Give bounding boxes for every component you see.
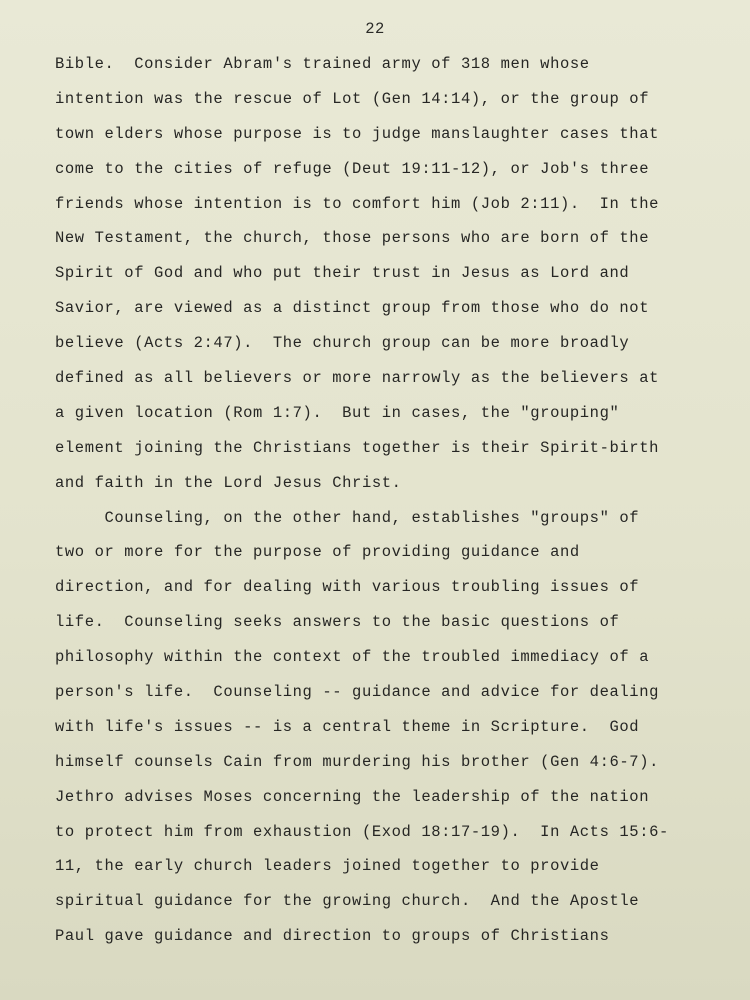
body-text <box>55 51 715 958</box>
text-line: town elders whose purpose is to judge manslaughter cases that <box>55 124 659 143</box>
text-line: come to the cities of refuge (Deut 19:11-12), or Job's three <box>55 159 650 178</box>
text-line: Bible. Consider Abram's trained army of 318 men whose <box>55 55 590 73</box>
text-line: 11, the early church leaders joined together to provide <box>55 857 600 876</box>
text-line: two or more for the purpose of providing guidance and <box>55 543 580 562</box>
text-line: and faith in the Lord Jesus Christ. <box>55 473 402 492</box>
text-line: himself counsels Cain from murdering his brother (Gen 4:6-7). <box>55 752 659 771</box>
text-line: Jethro advises Moses concerning the leadership of the nation <box>55 787 650 806</box>
text-line: Spirit of God and who put their trust in Jesus as Lord and <box>55 264 630 283</box>
text-line: element joining the Christians together is their Spirit-birth <box>55 438 659 457</box>
text-line: person's life. Counseling -- guidance and advice for dealing <box>55 683 659 702</box>
text-line: to protect him from exhaustion (Exod 18:17-19). In Acts 15:6- <box>55 822 669 841</box>
text-line: believe (Acts 2:47). The church group can be more broadly <box>55 334 630 353</box>
text-line: with life's issues -- is a central theme in Scripture. God <box>55 717 640 736</box>
text-line: Savior, are viewed as a distinct group from those who do not <box>55 299 650 318</box>
text-line: intention was the rescue of Lot (Gen 14:14), or the group of <box>55 89 650 108</box>
text-line: defined as all believers or more narrowly as the believers at <box>55 369 659 388</box>
text-line: spiritual guidance for the growing church. And the Apostle <box>55 892 640 911</box>
text-line: philosophy within the context of the troubled immediacy of a <box>55 648 650 667</box>
page-number: 22 <box>365 20 385 38</box>
text-line: a given location (Rom 1:7). But in cases, the "grouping" <box>55 403 620 422</box>
text-line: New Testament, the church, those persons who are born of the <box>55 229 650 248</box>
text-line: life. Counseling seeks answers to the basic questions of <box>55 613 620 632</box>
text-line: Paul gave guidance and direction to groups of Christians <box>55 927 610 946</box>
paragraph-start-line: Counseling, on the other hand, establishes "groups" of <box>55 508 640 527</box>
text-line: direction, and for dealing with various troubling issues of <box>55 578 640 597</box>
text-line: friends whose intention is to comfort him (Job 2:11). In the <box>55 194 659 213</box>
